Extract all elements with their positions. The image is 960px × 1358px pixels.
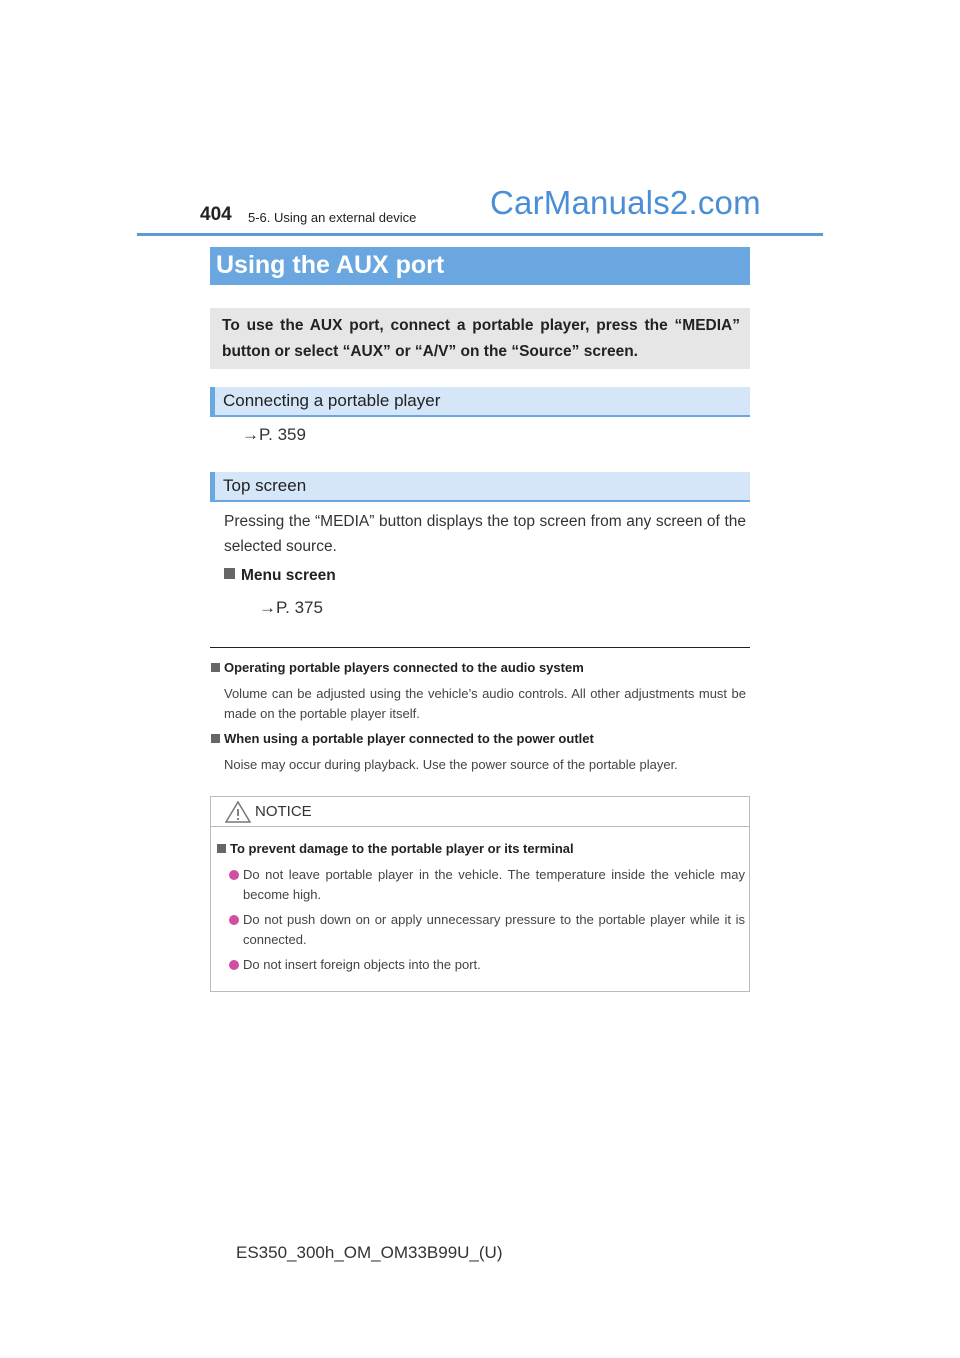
notice-heading (217, 841, 574, 856)
bullet-dot-icon (229, 870, 239, 880)
note-heading-label: Operating portable players connected to the audio system (224, 660, 584, 675)
chapter-label: 5-6. Using an external device (248, 210, 417, 225)
square-bullet-icon (211, 663, 220, 672)
page-title: Using the AUX port (216, 251, 445, 279)
section-heading-connecting (210, 387, 750, 417)
square-bullet-icon (217, 844, 226, 853)
watermark: CarManuals2.com (490, 184, 761, 221)
top-screen-text: Pressing the “MEDIA” button displays the top screen from any screen of the selected source. (224, 513, 746, 555)
notice-bullet-text: Do not leave portable player in the vehicle. The temperature inside the vehicle may become high. (243, 867, 745, 902)
header-rule (137, 233, 823, 236)
notice-bullet (229, 955, 745, 975)
notice-bullet-text: Do not insert foreign objects into the port. (243, 957, 481, 972)
notice-heading-label: To prevent damage to the portable player or its terminal (230, 841, 574, 856)
divider (210, 647, 750, 648)
notice-label: NOTICE (255, 803, 312, 820)
notice-bullet-text: Do not push down on or apply unnecessary pressure to the portable player while it is connected. (243, 912, 745, 947)
document-code-footer: ES350_300h_OM_OM33B99U_(U) (236, 1243, 503, 1262)
notice-bullet (229, 865, 745, 905)
square-bullet-icon (211, 734, 220, 743)
square-bullet-icon (224, 568, 235, 579)
bullet-dot-icon (229, 960, 239, 970)
intro-box (210, 308, 750, 369)
note-heading (211, 731, 594, 746)
notice-box (210, 796, 750, 992)
page-reference-link[interactable]: →P. 359 (242, 425, 306, 444)
section-heading-label: Top screen (223, 476, 307, 495)
menu-screen-label: Menu screen (241, 567, 336, 584)
note-text: Noise may occur during playback. Use the power source of the portable player. (224, 757, 678, 772)
notice-header (211, 797, 749, 827)
page-number: 404 (200, 204, 232, 225)
page-reference-link[interactable]: →P. 375 (259, 598, 323, 617)
section-heading-label: Connecting a portable player (223, 391, 441, 410)
note-heading-label: When using a portable player connected to the power outlet (224, 731, 594, 746)
warning-triangle-icon (225, 801, 251, 823)
menu-screen-heading (224, 567, 336, 585)
section-heading-top-screen (210, 472, 750, 502)
page-title-bar (210, 247, 750, 285)
intro-text: To use the AUX port, connect a portable player, press the “MEDIA” button or select “AUX” or “A/V” on the “Source” screen. (222, 317, 740, 360)
note-heading (211, 660, 584, 675)
note-text: Volume can be adjusted using the vehicle’s audio controls. All other adjustments must be made on the portable player itself. (224, 686, 746, 721)
bullet-dot-icon (229, 915, 239, 925)
notice-bullet (229, 910, 745, 950)
